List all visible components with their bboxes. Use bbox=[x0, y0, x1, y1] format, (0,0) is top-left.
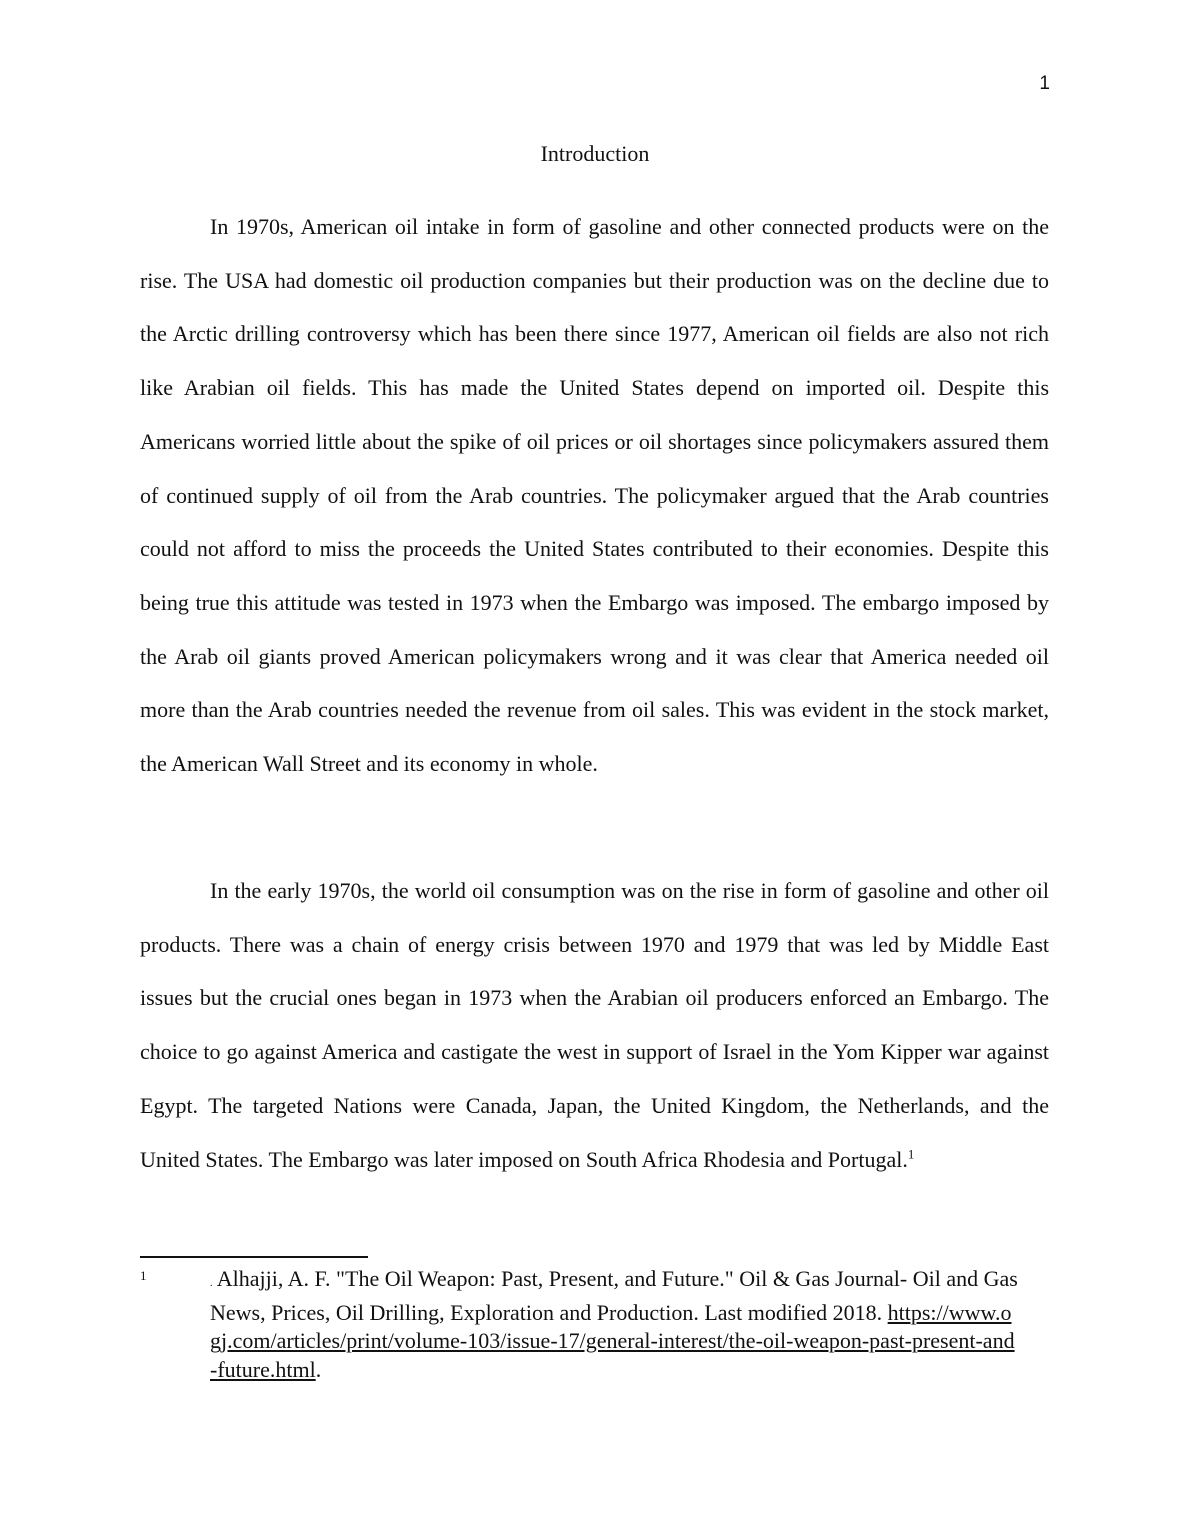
footnote bbox=[140, 1265, 1020, 1384]
paragraph-text: In 1970s, American oil intake in form of gasoline and other connected products were on the rise. The USA had domestic oil production companies but their production was on the decline due to the Arctic drilling controversy which has been there since 1977, American oil fields are also not rich like Arabian oil fields. This has made the United States depend on imported oil. Despite this Americans worried little about the spike of oil prices or oil shortages since policymakers assured them of continued supply of oil from the Arab countries. The policymaker argued that the Arab countries could not afford to miss the proceeds the United States contributed to their economies. Despite this being true this attitude was tested in 1973 when the Embargo was imposed. The embargo imposed by the Arab oil giants proved American policymakers wrong and it was clear that America needed oil more than the Arab countries needed the revenue from oil sales. This was evident in the stock market, the American Wall Street and its economy in whole. bbox=[140, 214, 1049, 777]
footnote-body bbox=[210, 1265, 1020, 1384]
footnote-separator bbox=[140, 1256, 368, 1258]
section-title: Introduction bbox=[540, 141, 650, 166]
page-number: 1 bbox=[1039, 73, 1050, 94]
footnote-mark: 1 bbox=[140, 1268, 147, 1283]
footnote-dot: . bbox=[210, 1278, 213, 1289]
paragraph-text: In the early 1970s, the world oil consumption was on the rise in form of gasoline and other oil products. There was a chain of energy crisis between 1970 and 1979 that was led by Middle East issues but the crucial ones began in 1973 when the Arabian oil producers enforced an Embargo. The choice to go against America and castigate the west in support of Israel in the Yom Kipper war against Egypt. The targeted Nations were Canada, Japan, the United Kingdom, the Netherlands, and the United States. The Embargo was later imposed on South Africa Rhodesia and Portugal. bbox=[140, 878, 1049, 1172]
footnote-reference[interactable]: 1 bbox=[907, 1146, 915, 1162]
footnote-link[interactable]: https://www.ogj.com/articles/print/volume-103/issue-17/general-interest/the-oil-weapon-past-present-and-future.html bbox=[210, 1299, 1015, 1382]
paragraph bbox=[140, 200, 1049, 791]
paragraph bbox=[140, 864, 1049, 1186]
footnote-trailing: . bbox=[315, 1356, 322, 1382]
footnote-text: Alhajji, A. F. "The Oil Weapon: Past, Present, and Future." Oil & Gas Journal- Oil and Gas News, Prices, Oil Drilling, Exploration and Production. Last modified 2018. bbox=[210, 1266, 1018, 1325]
